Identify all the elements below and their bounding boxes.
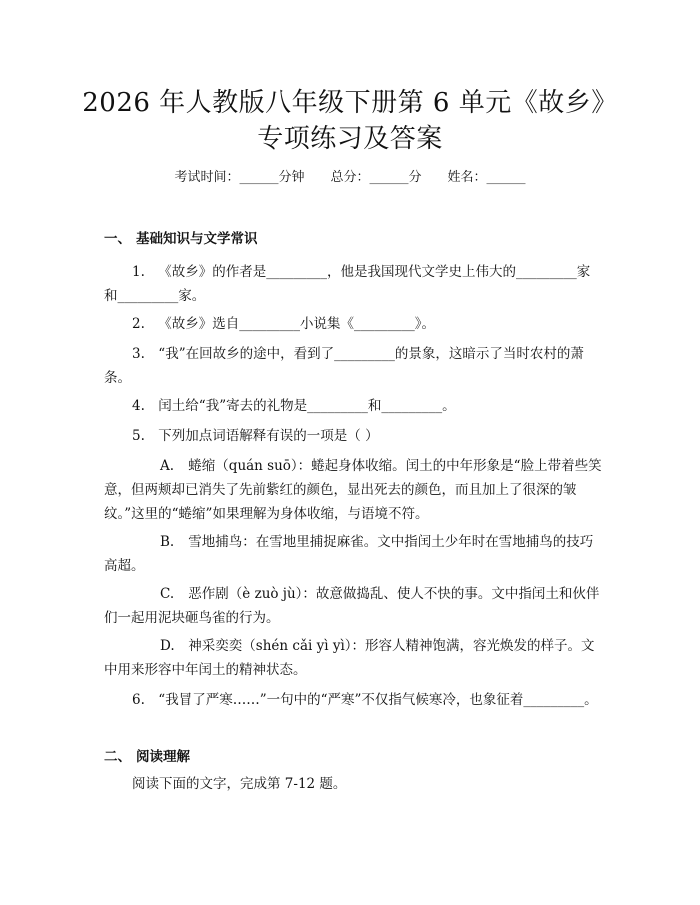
question-2: [104, 312, 602, 336]
question-text: “我”在回故乡的途中，看到了_________的景象，这暗示了当时农村的萧条。: [104, 346, 584, 386]
option-text: 雪地捕鸟：在雪地里捕捉麻雀。文中指闰土少年时在雪地捕鸟的技巧高超。: [104, 534, 594, 574]
question-number: 4.: [132, 398, 145, 414]
total-score-field: 总分：______分: [330, 170, 422, 185]
section-number: 一、: [104, 231, 131, 247]
section-title: 阅读理解: [136, 749, 190, 765]
question-text: 《故乡》选自_________小说集《_________》。: [158, 316, 436, 332]
option-text: 蜷缩（quán suō）：蜷起身体收缩。闰土的中年形象是“脸上带着些笑意，但两颊却已消失了先前紫红的颜色，显出死去的颜色，而且加上了很深的皱纹。”这里的“蜷缩”如果理解为身体收缩，与语境不符。: [104, 458, 602, 522]
question-number: 5.: [132, 428, 145, 444]
question-number: 1.: [132, 264, 145, 280]
question-number: 2.: [132, 316, 145, 332]
question-text: 《故乡》的作者是_________，他是我国现代文学史上伟大的_________家和_________家。: [104, 264, 591, 304]
option-a: [104, 454, 602, 526]
section-title: 基础知识与文学常识: [136, 231, 258, 247]
option-text: 神采奕奕（shén cǎi yì yì）：形容人精神饱满，容光焕发的样子。文中用来形容中年闰土的精神状态。: [104, 638, 595, 678]
question-6: [104, 688, 602, 712]
option-b: [104, 530, 602, 578]
document-title-line2: 专项练习及答案: [257, 124, 443, 154]
document-title-line1: 2026 年人教版八年级下册第 6 单元《故乡》: [82, 88, 618, 118]
option-d: [104, 634, 602, 682]
question-4: [104, 394, 602, 418]
reading-instructions: 阅读下面的文字，完成第 7-12 题。: [132, 776, 347, 792]
question-1: [104, 260, 602, 308]
question-3: [104, 342, 602, 390]
exam-meta: [0, 169, 700, 187]
student-name-field: 姓名：______: [447, 170, 526, 185]
option-text: 恶作剧（è zuò jù）：故意做捣乱、使人不快的事。文中指闰土和伙伴们一起用泥块砸鸟雀的行为。: [104, 586, 600, 626]
option-letter: A.: [160, 458, 175, 474]
question-number: 3.: [132, 346, 145, 362]
question-text: 闰土给“我”寄去的礼物是_________和_________。: [158, 398, 456, 414]
option-letter: B.: [160, 534, 175, 550]
question-number: 6.: [132, 692, 145, 708]
question-5: [104, 424, 602, 448]
question-text: “我冒了严寒……”一句中的“严寒”不仅指气候寒冷，也象征着_________。: [158, 692, 598, 708]
section-number: 二、: [104, 749, 131, 765]
option-letter: C.: [160, 586, 175, 602]
section-heading-basics: [104, 230, 258, 248]
option-letter: D.: [160, 638, 175, 654]
section-heading-reading: [104, 748, 190, 766]
exam-time-field: 考试时间：______分钟: [174, 170, 305, 185]
option-c: [104, 582, 602, 630]
question-text: 下列加点词语解释有误的一项是（ ）: [158, 428, 379, 444]
